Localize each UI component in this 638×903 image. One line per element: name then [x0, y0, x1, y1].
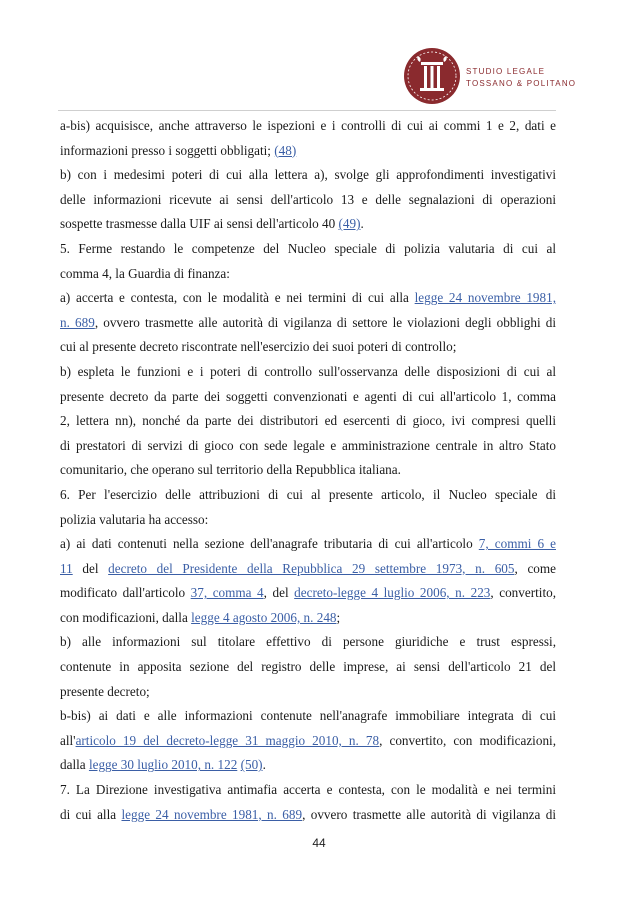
text-segment: all' — [60, 732, 76, 748]
reference-link[interactable]: (49) — [338, 216, 361, 232]
text-segment: dalla — [60, 757, 89, 773]
text-line — [60, 630, 556, 655]
text-segment: di prestatori di servizi di gioco con sede legale e amministrazione centrale in altro Stato — [60, 437, 556, 453]
text-segment: cui al presente decreto riscontrate nell'esercizio dei suoi poteri di controllo; — [60, 339, 457, 355]
text-line — [60, 655, 556, 680]
reference-link[interactable]: (48) — [274, 142, 297, 158]
text-segment: modificato dall'articolo — [60, 585, 191, 601]
text-line — [60, 778, 556, 803]
text-segment: sospette trasmesse dalla UIF ai sensi dell'articolo 40 — [60, 216, 339, 232]
text-line — [60, 360, 556, 385]
text-segment: 7. La Direzione investigativa antimafia accerta e contesta, con le modalità e nei termini — [60, 782, 556, 798]
text-segment: polizia valutaria ha accesso: — [60, 511, 209, 527]
reference-link[interactable]: legge 24 novembre 1981, — [414, 290, 556, 306]
text-segment: b) alle informazioni sul titolare effettivo di persone giuridiche e trust espressi, — [60, 634, 556, 650]
text-segment: ; — [336, 609, 341, 625]
text-line — [60, 163, 556, 188]
reference-link[interactable]: decreto-legge 4 luglio 2006, n. 223 — [294, 585, 491, 601]
text-line — [60, 262, 556, 287]
text-segment: presente decreto da parte dei soggetti convenzionati e agenti di cui all'articolo 1, comma — [60, 388, 556, 404]
text-line — [60, 311, 556, 336]
text-segment: , ovvero trasmette alle autorità di vigilanza di settore le violazioni degli obblighi di — [94, 314, 556, 330]
text-segment: di cui alla — [60, 806, 122, 822]
text-segment: a) accerta e contesta, con le modalità e nei termini di cui alla — [60, 290, 415, 306]
text-segment: , ovvero trasmette alle autorità di vigilanza di — [302, 806, 556, 822]
text-segment: , convertito, — [490, 585, 556, 601]
text-segment: informazioni presso i soggetti obbligati; — [60, 142, 275, 158]
document-body — [60, 114, 556, 827]
text-line — [60, 434, 556, 459]
text-segment: del — [72, 560, 109, 576]
text-segment: b-bis) ai dati e alle informazioni contenute nell'anagrafe immobiliare integrata di cui — [60, 708, 556, 724]
reference-link[interactable]: n. 689 — [60, 314, 95, 330]
reference-link[interactable]: 7, commi 6 e — [478, 536, 556, 552]
text-segment: contenute in apposita sezione del registro delle imprese, ai sensi dell'articolo 21 del — [60, 659, 556, 675]
text-line — [60, 606, 556, 631]
reference-link[interactable]: legge 30 luglio 2010, n. 122 — [88, 757, 238, 773]
text-segment: b) con i medesimi poteri di cui alla lettera a), svolge gli approfondimenti investigativi — [60, 167, 556, 183]
reference-link[interactable]: decreto del Presidente della Repubblica 29 settembre 1973, n. 605 — [108, 560, 515, 576]
text-line — [60, 212, 556, 237]
text-line — [60, 409, 556, 434]
text-line — [60, 581, 556, 606]
text-line — [60, 139, 556, 164]
text-line — [60, 483, 556, 508]
text-segment: , convertito, con modificazioni, — [379, 732, 556, 748]
reference-link[interactable]: articolo 19 del decreto-legge 31 maggio 2010, n. 78 — [75, 732, 380, 748]
reference-link[interactable]: (50) — [240, 757, 263, 773]
page-number: 44 — [312, 836, 326, 850]
text-segment: 2, lettera nn), nonché da parte dei distributori ed esercenti di gioco, ivi compresi quelli — [60, 413, 556, 429]
text-line — [60, 458, 556, 483]
text-segment: 6. Per l'esercizio delle attribuzioni di cui al presente articolo, il Nucleo speciale di — [60, 486, 556, 502]
logo-line-2: TOSSANO & POLITANO — [466, 79, 577, 88]
text-line — [60, 385, 556, 410]
text-segment: 5. Ferme restando le competenze del Nucleo speciale di polizia valutaria di cui al — [60, 240, 556, 256]
text-segment: a-bis) acquisisce, anche attraverso le ispezioni e i controlli di cui ai commi 1 e 2, dati e — [60, 118, 556, 133]
text-segment: con modificazioni, dalla — [60, 609, 192, 625]
text-segment: delle informazioni ricevute ai sensi dell'articolo 13 e delle segnalazioni di operazioni — [60, 191, 556, 207]
text-segment: . — [262, 757, 266, 773]
text-segment: . — [360, 216, 364, 232]
text-segment: , come — [514, 560, 556, 576]
reference-link[interactable]: legge 4 agosto 2006, n. 248 — [191, 609, 337, 625]
text-line — [60, 286, 556, 311]
text-line — [60, 704, 556, 729]
text-line — [60, 532, 556, 557]
text-line — [60, 114, 556, 139]
text-segment: comma 4, la Guardia di finanza: — [60, 265, 230, 281]
text-segment: , del — [263, 585, 295, 601]
text-segment: presente decreto; — [60, 683, 150, 699]
text-line — [60, 803, 556, 828]
text-segment: comunitario, che operano sul territorio della Repubblica italiana. — [60, 462, 401, 478]
text-line — [60, 729, 556, 754]
reference-link[interactable]: 11 — [60, 560, 73, 576]
text-segment: a) ai dati contenuti nella sezione dell'anagrafe tributaria di cui all'articolo — [60, 536, 479, 552]
logo-wordmark — [466, 66, 576, 90]
text-line — [60, 188, 556, 213]
header-divider — [58, 110, 556, 111]
text-line — [60, 680, 556, 705]
text-segment: b) espleta le funzioni e i poteri di controllo sull'osservanza delle disposizioni di cui al — [60, 363, 556, 379]
text-line — [60, 753, 556, 778]
reference-link[interactable]: legge 24 novembre 1981, n. 689 — [121, 806, 303, 822]
logo-line-1: STUDIO LEGALE — [466, 67, 546, 76]
text-line — [60, 237, 556, 262]
text-line — [60, 335, 556, 360]
reference-link[interactable]: 37, comma 4 — [190, 585, 264, 601]
text-line — [60, 508, 556, 533]
text-line — [60, 557, 556, 582]
